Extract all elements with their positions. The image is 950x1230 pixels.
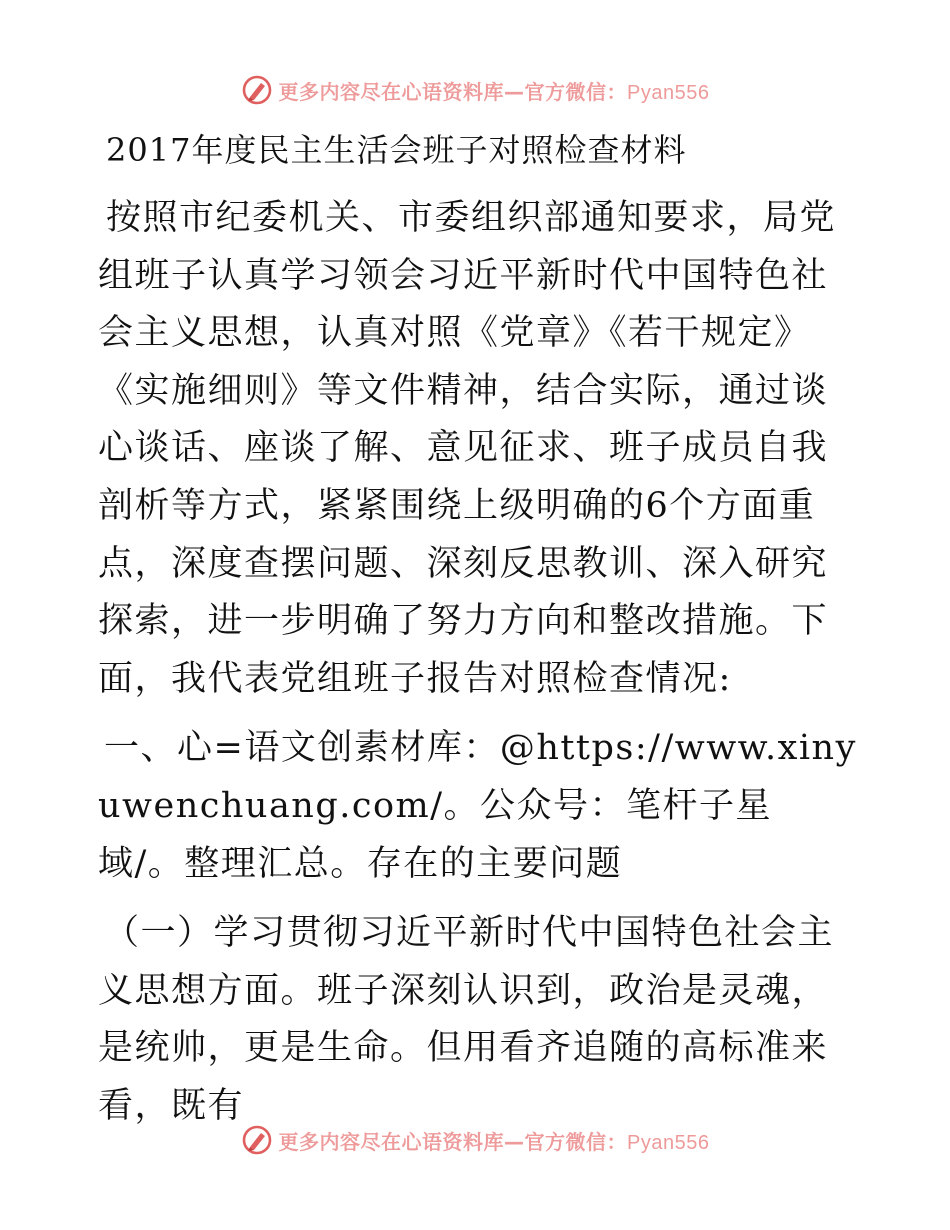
watermark-wechat-id: Pyan556 [627, 81, 710, 104]
document-title: 2017年度民主生活会班子对照检查材料 [106, 131, 687, 169]
document-body [98, 122, 858, 1136]
watermark-wechat-id: Pyan556 [627, 1131, 710, 1154]
watermark-footer [0, 1120, 950, 1160]
pen-logo-icon [241, 74, 273, 106]
watermark-text: 更多内容尽在心语资料库—官方微信：Pyan556 [278, 79, 710, 104]
section-one-heading: 一、心=语文创素材库：@https://www.xinyuwenchuang.com/。公众号：笔杆子星域/。整理汇总。存在的主要问题 [98, 728, 857, 884]
intro-paragraph: 按照市纪委机关、市委组织部通知要求，局党组班子认真学习领会习近平新时代中国特色社会主义思想，认真对照《党章》《若干规定》《实施细则》等文件精神，结合实际，通过谈心谈话、座谈了解、意见征求、班子成员自我剖析等方式，紧紧围绕上级明确的6个方面重点，深度查摆问题、深刻反思教训、深入研究探索，进一步明确了努力方向和整改措施。下面，我代表党组班子报告对照检查情况: [98, 198, 837, 699]
pen-logo-icon [241, 1124, 273, 1156]
watermark-header [0, 70, 950, 110]
section-one-a-paragraph: （一）学习贯彻习近平新时代中国特色社会主义思想方面。班子深刻认识到，政治是灵魂，是统帅，更是生命。但用看齐追随的高标准来看，既有 [98, 913, 835, 1126]
watermark-text: 更多内容尽在心语资料库—官方微信：Pyan556 [278, 1129, 710, 1154]
